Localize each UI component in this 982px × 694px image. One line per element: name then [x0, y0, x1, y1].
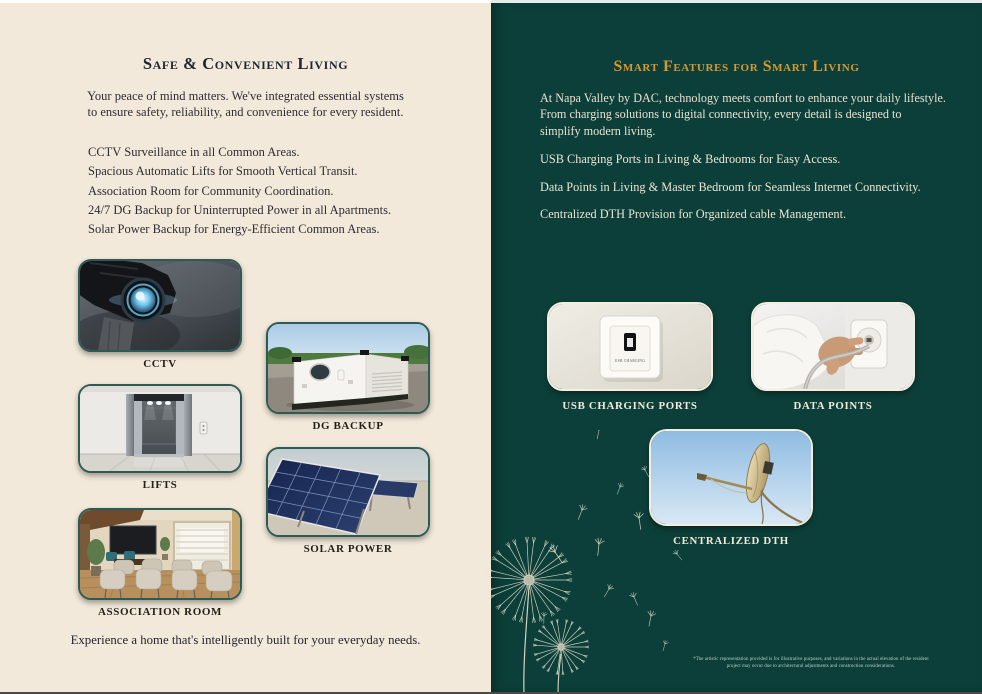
feature-item: 24/7 DG Backup for Uninterrupted Power in all Apartments. [88, 202, 392, 217]
disclaimer-line: project may occur due to architectural adjustments and construction considerations. [726, 663, 896, 669]
association-room-caption: ASSOCIATION ROOM [98, 606, 222, 618]
left-feature-list [88, 143, 391, 239]
left-intro [0, 89, 491, 121]
right-panel [491, 0, 982, 694]
solar-power-image [266, 447, 430, 537]
lifts-caption: LIFTS [142, 479, 178, 491]
feature-item: Centralized DTH Provision for Organized cable Management. [540, 207, 847, 222]
disclaimer [651, 657, 971, 670]
dg-backup-image [266, 322, 430, 414]
association-room-image [78, 508, 242, 600]
usb-charging-ports-caption: USB CHARGING PORTS [562, 400, 698, 412]
centralized-dth-image [649, 429, 813, 526]
feature-item: USB Charging Ports in Living & Bedrooms for Easy Access. [540, 152, 841, 166]
right-intro [540, 90, 970, 139]
cctv-caption: CCTV [143, 358, 177, 370]
usb-charging-ports-illustration [549, 304, 711, 389]
solar-power-caption: SOLAR POWER [303, 543, 393, 555]
disclaimer-line: *The artistic representation provided is for illustrative purposes, and variations in the actual elevation of the resident [693, 657, 929, 662]
data-points-caption: DATA POINTS [793, 400, 873, 412]
association-room-illustration [80, 510, 240, 598]
dg-backup-illustration [268, 324, 428, 412]
cctv-card [78, 259, 242, 370]
association-room-card [78, 508, 242, 618]
usb-plate-label: USB CHARGING [614, 359, 646, 363]
lifts-illustration [80, 386, 240, 471]
cctv-illustration [80, 261, 240, 350]
feature-item: CCTV Surveillance in all Common Areas. [88, 145, 300, 159]
lifts-card [78, 384, 242, 491]
feature-item: Data Points in Living & Master Bedroom for Seamless Internet Connectivity. [540, 179, 921, 194]
left-title: Safe & Convenient Living [142, 54, 349, 73]
left-intro-line: to ensure safety, reliability, and convenience for every resident. [87, 104, 404, 119]
left-intro-line: Your peace of mind matters. We've integrated essential systems [87, 89, 404, 103]
dg-backup-caption: DG BACKUP [312, 420, 384, 432]
feature-item: Solar Power Backup for Energy-Efficient Common Areas. [88, 222, 380, 237]
dg-backup-card [266, 322, 430, 432]
usb-charging-ports-image [547, 302, 713, 391]
solar-power-card [266, 447, 430, 555]
data-points-image [751, 302, 915, 391]
right-feature-list [540, 152, 921, 235]
right-intro-line: At Napa Valley by DAC, technology meets comfort to enhance your daily lifestyle. [540, 91, 946, 105]
feature-item: Association Room for Community Coordination. [88, 183, 334, 198]
lifts-image [78, 384, 242, 473]
solar-power-illustration [268, 449, 428, 535]
centralized-dth-card [649, 429, 813, 547]
data-points-card [751, 302, 915, 412]
left-footer-line: Experience a home that's intelligently built for your everyday needs. [70, 633, 421, 647]
right-title: Smart Features for Smart Living [613, 58, 860, 75]
data-points-illustration [753, 304, 913, 389]
centralized-dth-illustration [651, 431, 811, 524]
centralized-dth-caption: CENTRALIZED DTH [673, 535, 789, 547]
usb-charging-ports-card [547, 302, 713, 412]
cctv-image [78, 259, 242, 352]
right-intro-line: From charging solutions to digital connectivity, every detail is designed to [540, 107, 902, 122]
feature-item: Spacious Automatic Lifts for Smooth Vertical Transit. [88, 164, 358, 179]
right-intro-line: simplify modern living. [540, 123, 656, 138]
